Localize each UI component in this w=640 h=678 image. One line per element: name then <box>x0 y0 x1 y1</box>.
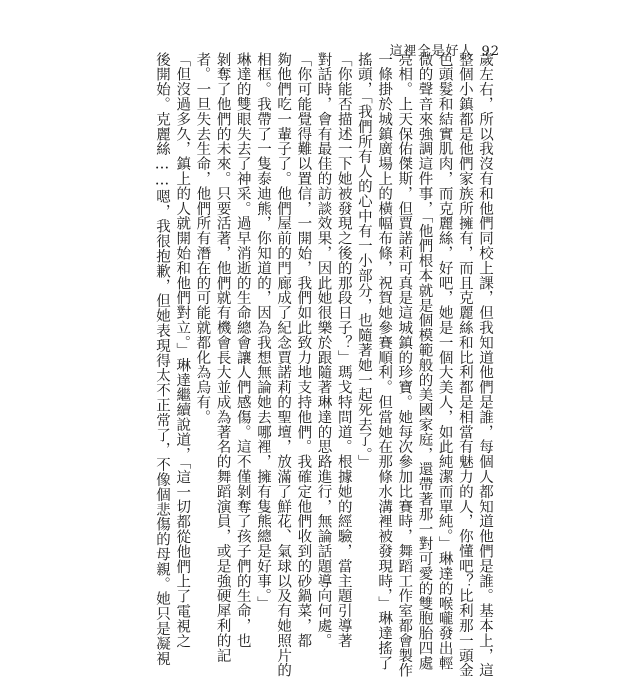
text-column: 「你能否描述一下她被發現之後的那段日子？」瑪戈特問道。根據她的經驗，當主題引導著 <box>335 52 352 648</box>
text-column: 後開始。克麗絲……嗯，我很抱歉，但她表現得太不正常了，不像個悲傷的母親。她只是凝視 <box>154 52 170 666</box>
text-column: 色頭髮和結實肌肉，而克麗絲，好吧，她是一個大美人，如此純潔而單純。」琳達的喉嚨發出輕 <box>436 52 453 671</box>
text-column: 對話時，會有最佳的訪談效果，因此她很樂於跟隨著琳達的思路進行，無論話題導向何處。 <box>315 52 332 648</box>
text-column: 搖頭，「我們所有人的心中有一小部分，也隨著她一起死去了。」 <box>355 52 372 470</box>
text-column: 「但沒過多久，鎮上的人就開始和他們對立。」琳達繼續說道，「這一切都從他們上了電視之 <box>174 52 191 649</box>
page-number: 92 <box>481 44 500 59</box>
text-column: 一條掛於城鎮廣場上的橫幅布條，祝賀她參賽順利。但當她在那條水溝裡被發現時，」琳達搖了 <box>376 52 393 671</box>
text-column: 剝奪了他們的未來。只要活著，他們就有機會長大並成為著名的舞蹈演員，或是強硬犀利的記 <box>214 52 231 663</box>
text-column: 亮相。上天保佑傑斯，但賈諾莉可真是這城鎮的珍寶。她每次參加比賽時，舞蹈工作室都會製作 <box>396 52 413 678</box>
text-column: 歲左右，所以我沒有和他們同校上課，但我知道他們是誰，每個人都知道他們是誰。基本上，這 <box>477 52 493 678</box>
text-column: 微的聲音來強調這件事，「他們根本就是個模範般的美國家庭，還帶著那一對可愛的雙胞胎四處 <box>416 52 433 671</box>
text-column: 者。一旦失去生命，他們所有潛在的可能就都化為烏有。 <box>194 52 211 425</box>
text-column: 琳達的雙眼失去了神采。過早消逝的生命總會讓人們感傷。這不僅剝奪了孩子們的生命，也 <box>234 52 251 648</box>
text-column: 「你可能覺得難以置信，一開始，我們如此致力地支持他們。我確定他們收到的砂鍋菜，都 <box>295 52 312 648</box>
body-text <box>154 52 493 678</box>
text-column: 相框。我帶了一隻泰迪熊，你知道的，因為我想無論她去哪裡，擁有隻熊總是好事。」 <box>254 52 271 611</box>
text-column: 夠他們吃一輩子了。他們屋前的門廊成了紀念賈諾莉的聖壇，放滿了鮮花、氣球以及有她照片的 <box>275 52 292 678</box>
text-column: 整個小鎮都是他們家族所擁有，而且克麗絲和比利都是相當有魅力的人，你懂吧？比利那一頭金 <box>456 52 473 678</box>
book-title: 這裡全是好人 <box>389 44 474 59</box>
